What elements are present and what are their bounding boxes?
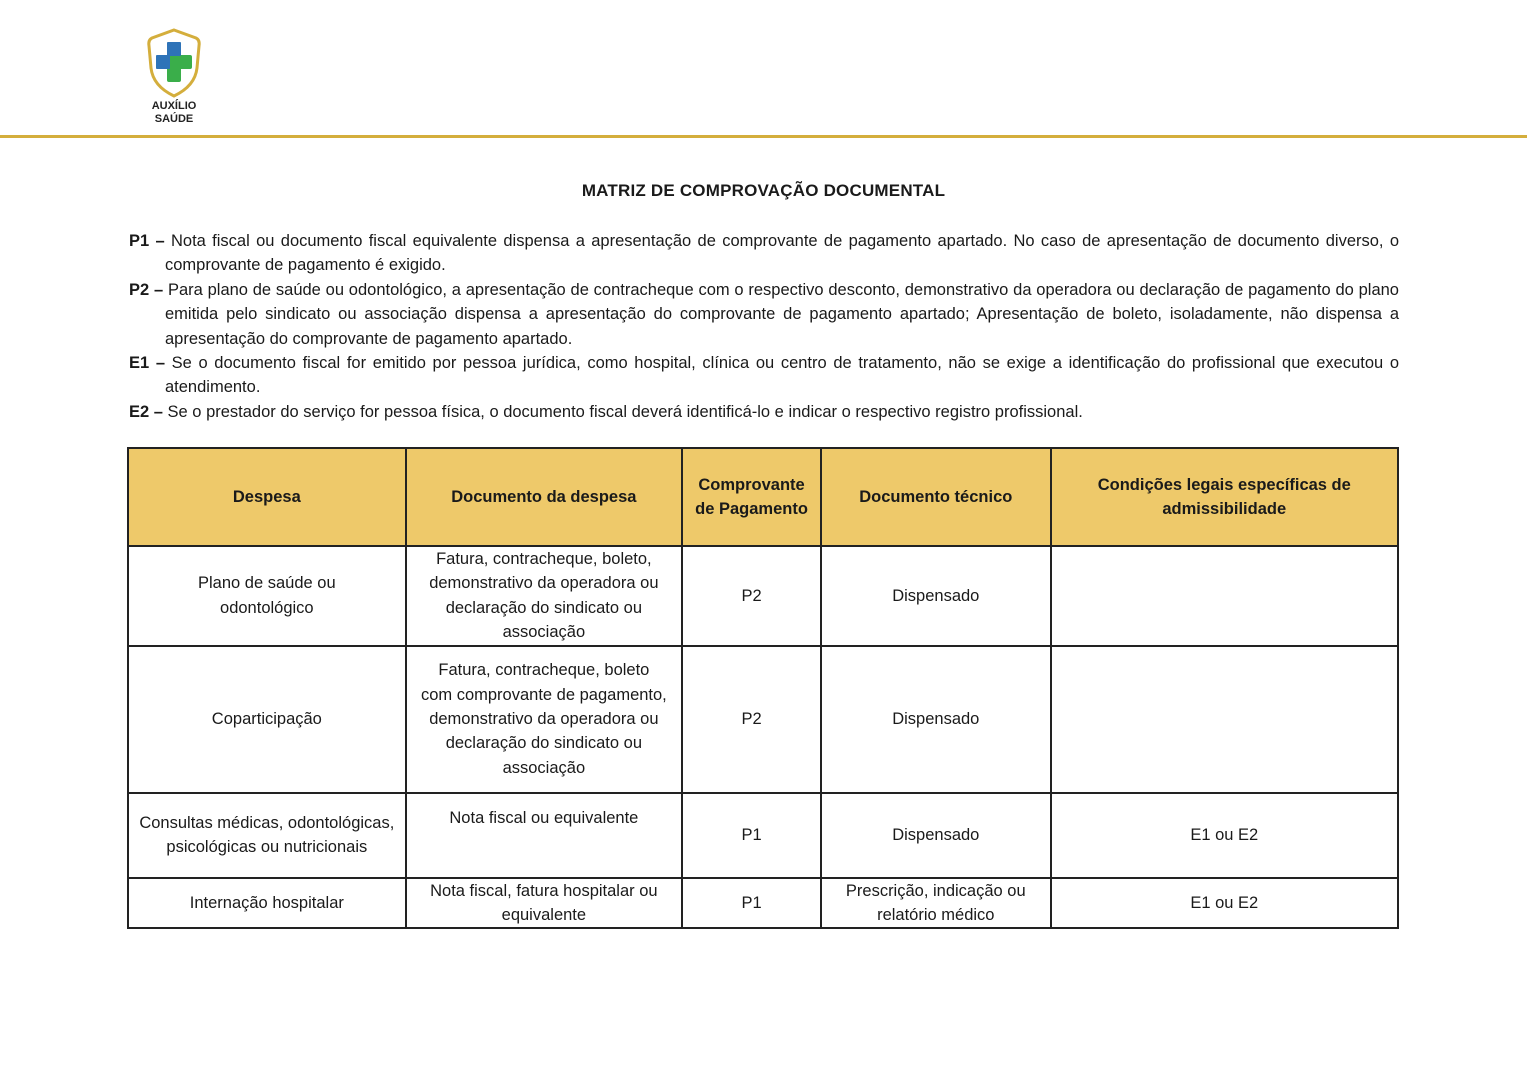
cell-documento-tecnico: Prescrição, indicação ou relatório médico — [821, 878, 1051, 929]
header-condicoes-legais: Condições legais específicas de admissibilidade — [1051, 448, 1398, 546]
page-title: MATRIZ DE COMPROVAÇÃO DOCUMENTAL — [581, 181, 946, 200]
cell-condicoes: E1 ou E2 — [1051, 878, 1398, 929]
legend-notes — [129, 229, 1399, 424]
documentation-matrix-table — [127, 447, 1399, 929]
note-e2 — [129, 400, 1399, 424]
note-text: Para plano de saúde ou odontológico, a apresentação de contracheque com o respectivo desconto, demonstrativo da operadora ou declaração de pagamento do plano emitida pelo sindicato ou associação dispensa a apresentação do comprovante de pagamento apartado; Apresentação de boleto, isoladamente, não dispensa a apresentação do comprovante de pagamento apartado. — [163, 280, 1399, 348]
cell-comprovante: P1 — [682, 793, 821, 878]
note-code: E1 – — [129, 354, 166, 373]
table-row — [128, 646, 1398, 793]
logo-text — [142, 100, 206, 126]
cell-despesa: Coparticipação — [128, 646, 406, 793]
table-header-row — [128, 448, 1398, 546]
table-row — [128, 546, 1398, 646]
note-code: P2 – — [129, 280, 164, 299]
header-documento-tecnico: Documento técnico — [821, 448, 1051, 546]
cell-despesa: Internação hospitalar — [128, 878, 406, 929]
shield-cross-icon — [146, 28, 202, 100]
table-row — [128, 878, 1398, 929]
cell-condicoes — [1051, 646, 1398, 793]
note-text: Nota fiscal ou documento fiscal equivalente dispensa a apresentação de comprovante de pagamento apartado. No caso de apresentação de documento diverso, o comprovante de pagamento é exigido. — [164, 232, 1399, 275]
note-p1 — [129, 229, 1399, 278]
note-text: Se o documento fiscal for emitido por pessoa jurídica, como hospital, clínica ou centro de tratamento, não se exige a identificação do profissional que executou o atendimento. — [165, 354, 1400, 397]
cell-comprovante: P2 — [682, 546, 821, 646]
cell-documento-tecnico: Dispensado — [821, 646, 1051, 793]
note-code: E2 – — [129, 402, 163, 421]
logo-line-2: SAÚDE — [154, 113, 194, 125]
header-divider — [0, 135, 1527, 138]
note-text: Se o prestador do serviço for pessoa física, o documento fiscal deverá identificá-lo e indicar o respectivo registro profissional. — [162, 402, 1083, 421]
note-e1 — [129, 351, 1399, 400]
note-code: P1 – — [129, 232, 165, 250]
page-header — [0, 0, 1527, 138]
auxilio-saude-logo — [142, 28, 206, 128]
cell-documento-despesa: Nota fiscal ou equivalente — [406, 793, 682, 878]
cell-documento-tecnico: Dispensado — [821, 546, 1051, 646]
cell-condicoes: E1 ou E2 — [1051, 793, 1398, 878]
cell-documento-despesa: Fatura, contracheque, boleto, demonstrativo da operadora ou declaração do sindicato ou associação — [406, 546, 682, 646]
table-row — [128, 793, 1398, 878]
logo-line-1: AUXÍLIO — [151, 100, 197, 112]
cell-documento-despesa: Nota fiscal, fatura hospitalar ou equivalente — [406, 878, 682, 929]
cell-comprovante: P2 — [682, 646, 821, 793]
cell-comprovante: P1 — [682, 878, 821, 929]
cell-despesa: Consultas médicas, odontológicas, psicológicas ou nutricionais — [128, 793, 406, 878]
cell-despesa: Plano de saúde ou odontológico — [128, 546, 406, 646]
note-p2 — [129, 278, 1399, 351]
header-despesa: Despesa — [128, 448, 406, 546]
header-documento-despesa: Documento da despesa — [406, 448, 682, 546]
cell-documento-tecnico: Dispensado — [821, 793, 1051, 878]
header-comprovante-pagamento: Comprovante de Pagamento — [682, 448, 821, 546]
cell-condicoes — [1051, 546, 1398, 646]
cell-documento-despesa: Fatura, contracheque, boleto com comprovante de pagamento, demonstrativo da operadora ou declaração do sindicato ou associação — [406, 646, 682, 793]
